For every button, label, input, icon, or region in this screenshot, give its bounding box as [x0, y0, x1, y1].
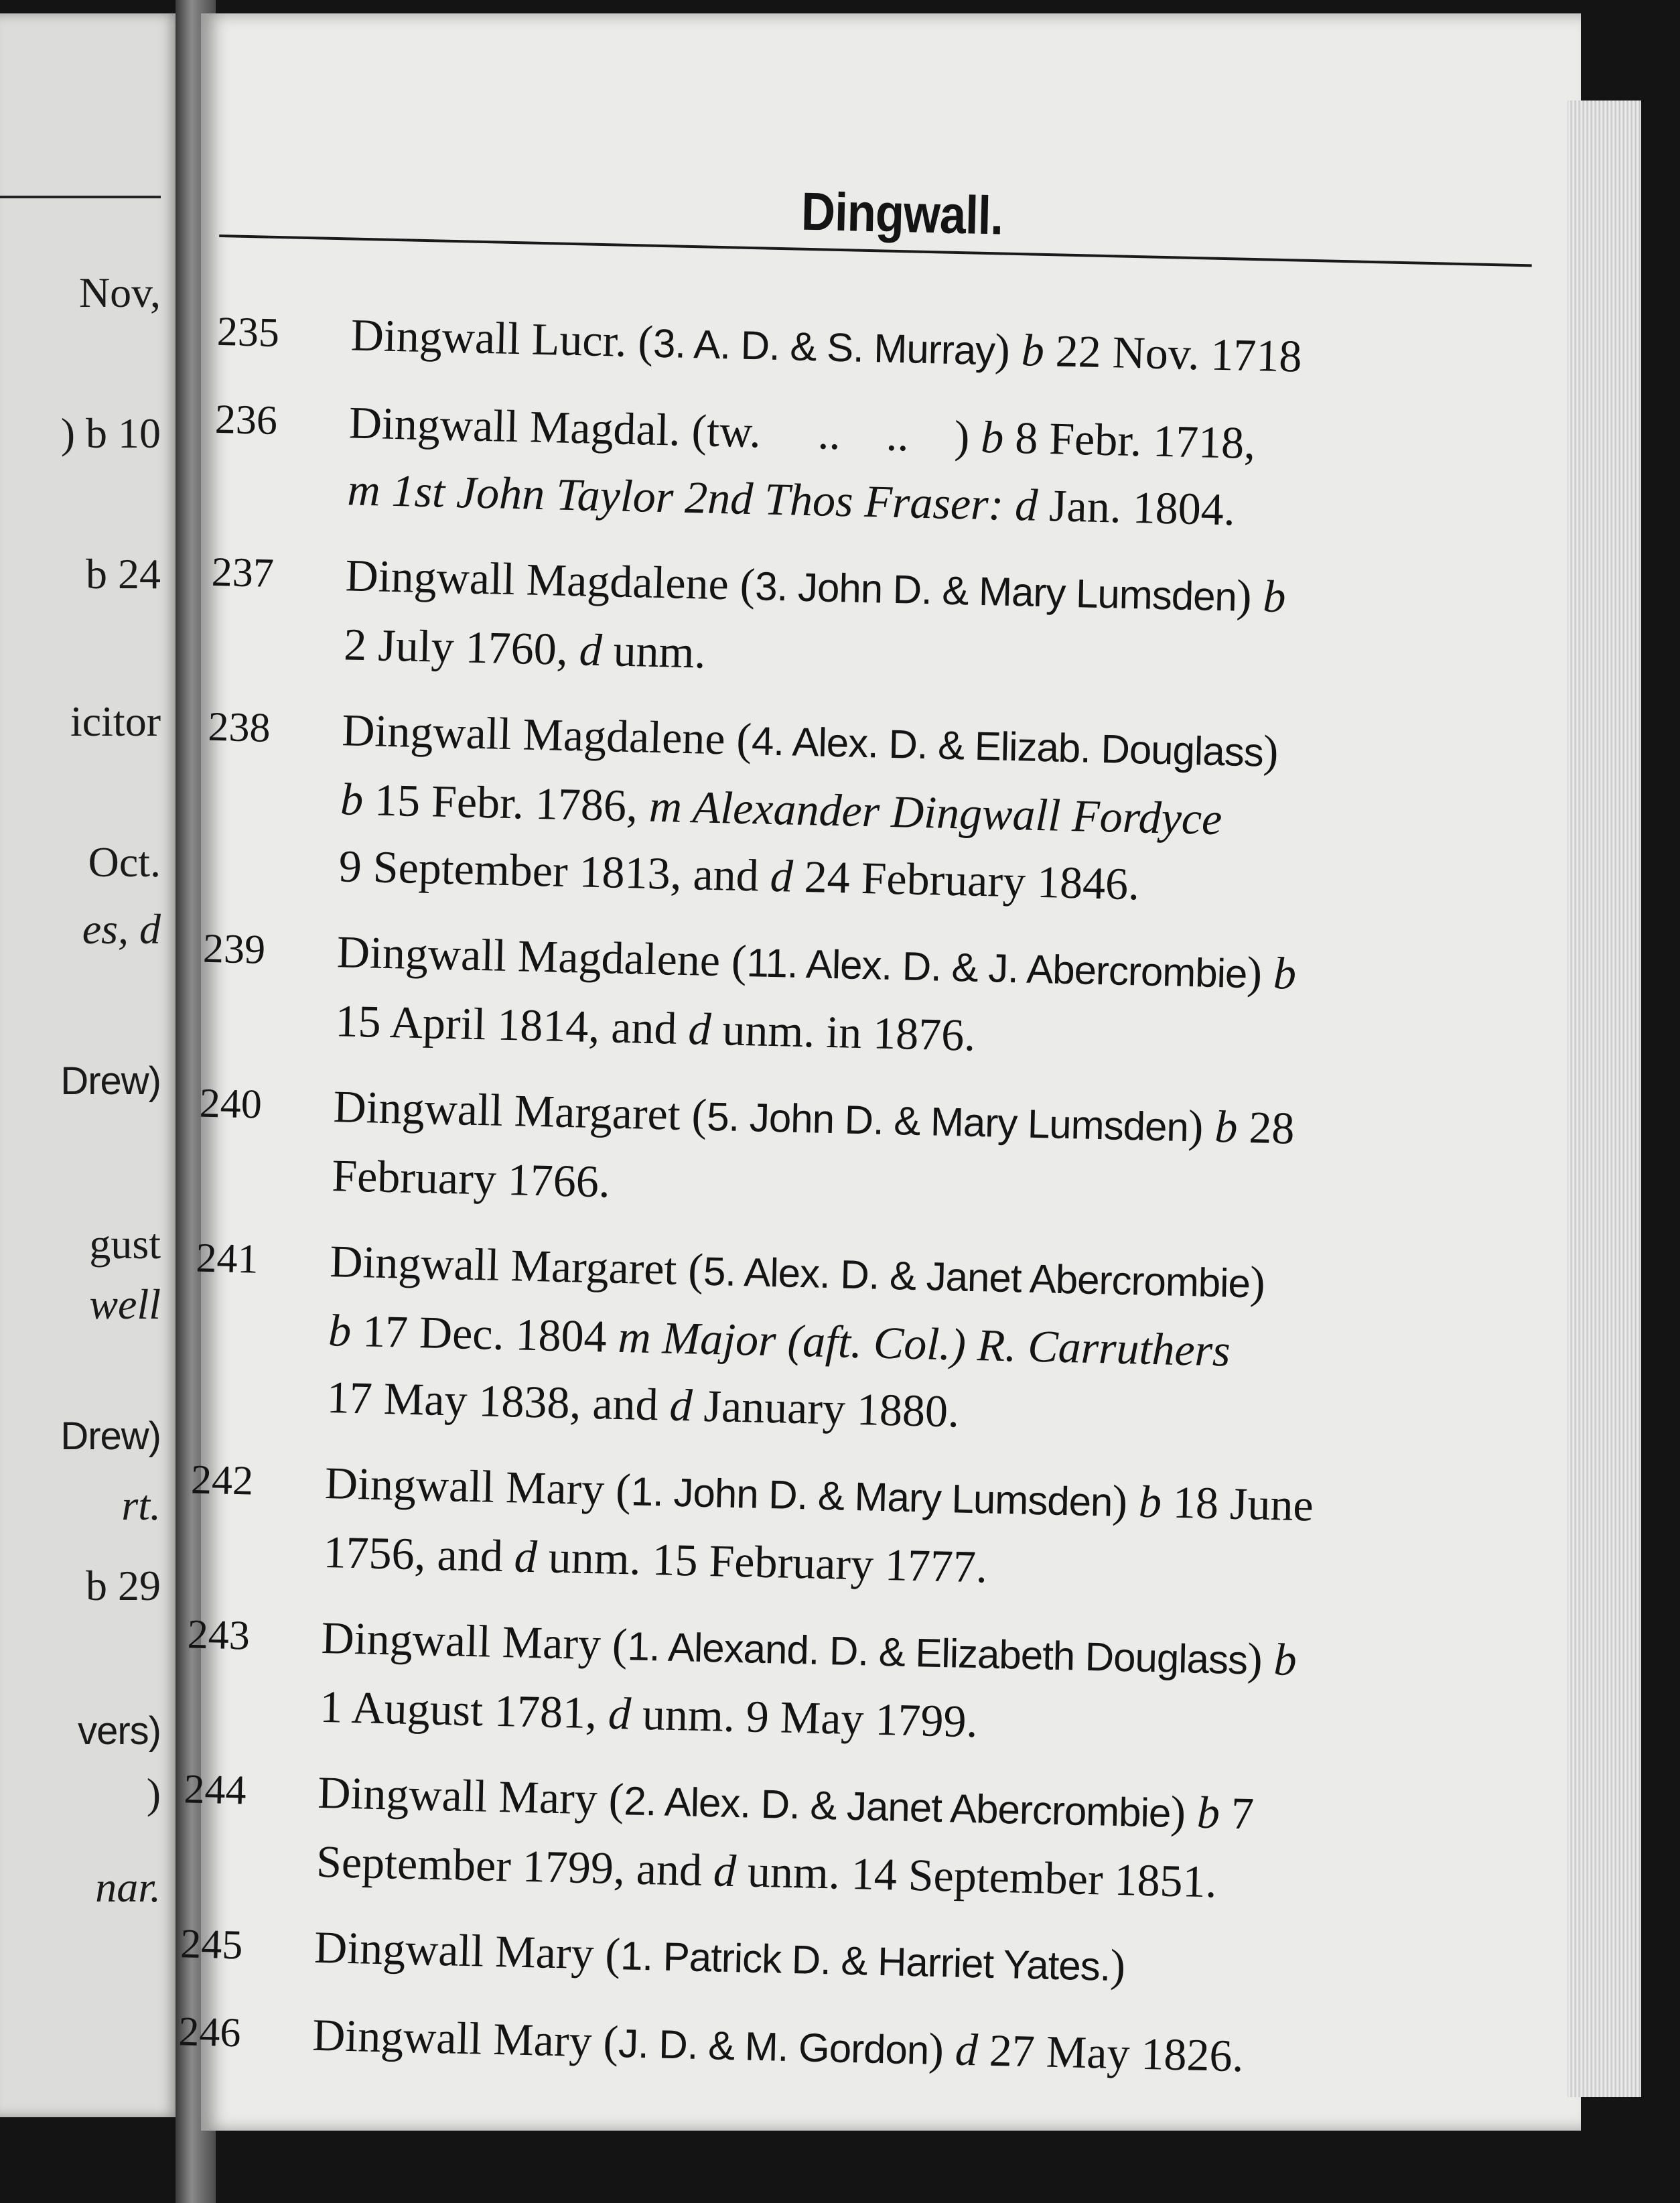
entry-text: Dingwall Magdalene (	[344, 549, 756, 610]
entry-text: )	[1170, 1786, 1198, 1838]
entry-text: )	[1247, 1633, 1275, 1685]
parentage-text: 5. John D. & Mary Lumsden	[706, 1093, 1189, 1150]
parentage-text: J. D. & M. Gordon	[618, 2021, 929, 2073]
entry-text: Dingwall Margaret (	[332, 1081, 708, 1140]
entry-text: unm. 14 September 1851.	[736, 1845, 1218, 1908]
left-page-fragment: icitor	[70, 697, 161, 745]
entry-text: 27 May 1826.	[977, 2024, 1245, 2082]
entry-text: February 1766.	[331, 1150, 611, 1207]
left-page-rule	[0, 196, 161, 198]
italic-text: b	[1273, 1633, 1298, 1685]
entry-number: 243	[187, 1611, 251, 1659]
entry-number: 246	[178, 2009, 242, 2056]
entry-text: 15 April 1814, and	[334, 995, 689, 1055]
parentage-text: 11. Alex. D. & J. Abercrombie	[746, 940, 1248, 997]
left-page-fragment: Oct.	[88, 838, 161, 886]
entry-text: 8 Febr. 1718,	[1003, 411, 1257, 469]
parentage-text: 4. Alex. D. & Elizab. Douglass	[751, 718, 1264, 775]
entry-text: Dingwall Mary (	[320, 1611, 628, 1670]
register-entry	[178, 1998, 1492, 2096]
register-entry	[201, 915, 1517, 1081]
entry-text: January 1880.	[691, 1380, 960, 1437]
parentage-text: 5. Alex. D. & Janet Abercrombie	[703, 1248, 1251, 1307]
italic-text: m Alexander Dingwall Fordyce	[648, 780, 1223, 845]
entry-number: 236	[214, 396, 278, 444]
entry-number: 240	[199, 1080, 263, 1128]
italic-text: d	[669, 1379, 693, 1431]
italic-text: m Major (aft. Col.) R. Carruthers	[617, 1311, 1231, 1376]
entry-text: 28	[1237, 1101, 1296, 1154]
entry-text: )	[1111, 1475, 1139, 1527]
entry-number: 241	[195, 1235, 259, 1282]
entry-number: 237	[211, 549, 275, 596]
left-page-fragment: vers)	[78, 1709, 161, 1753]
entry-text: Dingwall Magdalene (	[341, 704, 753, 765]
entry-text: Dingwall Mary (	[324, 1457, 632, 1516]
left-page-fragment: b 29	[86, 1562, 161, 1609]
register-entry	[182, 1755, 1497, 1921]
entry-number: 239	[202, 925, 266, 973]
parentage-text: 3. A. D. & S. Murray	[652, 320, 995, 374]
register-entry	[209, 539, 1525, 704]
italic-text: b	[1020, 324, 1045, 376]
left-facing-page	[0, 13, 181, 2117]
italic-text: d	[608, 1687, 632, 1739]
register-entry	[197, 1070, 1513, 1236]
left-page-fragment: gust	[89, 1220, 161, 1268]
entry-text: Dingwall Mary (	[317, 1766, 625, 1825]
entry-text: September 1799, and	[316, 1835, 714, 1896]
entry-text: Dingwall Mary (	[311, 2009, 620, 2068]
entry-text: 17 Dec. 1804	[350, 1305, 619, 1362]
italic-text: d	[687, 1003, 712, 1055]
entry-text: Dingwall Mary (	[313, 1921, 622, 1980]
italic-text: d	[769, 850, 794, 902]
parentage-text: 1. John D. & Mary Lumsden	[630, 1469, 1113, 1525]
entry-number: 244	[183, 1766, 247, 1814]
italic-text: d	[513, 1530, 538, 1583]
entry-text: 22 Nov. 1718	[1043, 324, 1303, 382]
entry-text: 18 June	[1161, 1476, 1314, 1531]
italic-text: b	[1273, 947, 1297, 999]
left-page-fragment: Drew)	[60, 1414, 161, 1458]
entry-number: 245	[180, 1921, 244, 1968]
entry-text: )	[1187, 1100, 1216, 1152]
italic-text: b	[1138, 1475, 1162, 1528]
parentage-text: 2. Alex. D. & Janet Abercrombie	[623, 1778, 1172, 1836]
parentage-text: 3. John D. & Mary Lumsden	[754, 563, 1237, 620]
entry-text: 15 Febr. 1786,	[362, 774, 650, 831]
entry-text: 2 July 1760,	[343, 618, 580, 675]
entry-text: 17 May 1838, and	[326, 1372, 671, 1430]
register-entry	[213, 386, 1529, 549]
entry-text: 24 February 1846.	[792, 850, 1140, 910]
entry-text: 9 September 1813, and	[338, 840, 771, 901]
italic-text: b	[1196, 1786, 1220, 1839]
entry-text: unm. 15 February 1777.	[536, 1531, 988, 1593]
entry-text: unm. in 1876.	[710, 1003, 977, 1061]
entry-text: Dingwall Magdal. (tw. .. .. )	[348, 397, 982, 462]
entry-text: unm.	[601, 624, 707, 678]
italic-text: b	[980, 411, 1005, 463]
italic-text: d	[713, 1845, 737, 1897]
left-page-fragment: well	[89, 1280, 161, 1328]
entry-number: 238	[207, 704, 271, 751]
entry-text: unm. 9 May 1799.	[630, 1688, 979, 1747]
left-page-fragment: es, d	[82, 905, 161, 953]
italic-text: b	[328, 1305, 352, 1356]
entry-text: )	[928, 2023, 956, 2075]
italic-text: b	[1214, 1101, 1239, 1152]
italic-text: b	[1262, 570, 1287, 622]
entry-line	[313, 1914, 1494, 2009]
entry-text: 1 August 1781,	[319, 1680, 609, 1739]
entry-text: )	[1236, 570, 1264, 622]
left-page-fragment: nar.	[95, 1863, 161, 1911]
left-page-fragment: rt.	[121, 1481, 161, 1529]
entry-line	[311, 2001, 1492, 2097]
entry-text: Dingwall Magdalene (	[336, 926, 748, 987]
italic-text: d	[955, 2023, 979, 2076]
register-entry	[189, 1447, 1504, 1612]
left-page-fragment: b 24	[86, 550, 161, 598]
italic-text: m 1st John Taylor 2nd Thos Fraser: d	[346, 464, 1039, 531]
page-edges	[1567, 101, 1641, 2097]
entry-number: 242	[190, 1457, 254, 1504]
left-page-fragment: )	[146, 1770, 161, 1817]
italic-text: b	[340, 773, 364, 825]
entry-text: Dingwall Lucr. (	[350, 309, 654, 367]
entry-text: 7	[1219, 1787, 1255, 1839]
entry-text: )	[1246, 947, 1274, 998]
entry-list	[178, 298, 1531, 2116]
parentage-text: 1. Patrick D. & Harriet Yates.	[620, 1933, 1111, 1989]
register-entry	[185, 1601, 1500, 1766]
entry-text: )	[1262, 725, 1279, 777]
page-title: Dingwall.	[800, 181, 1004, 246]
parentage-text: 1. Alexand. D. & Elizabeth Douglass	[626, 1623, 1248, 1683]
entry-text: Dingwall Margaret (	[329, 1236, 704, 1295]
left-page-fragment: Drew)	[60, 1059, 161, 1103]
left-page-fragment: ) b 10	[60, 409, 161, 457]
register-entry	[192, 1225, 1509, 1457]
entry-text: )	[994, 324, 1022, 376]
italic-text: d	[578, 624, 603, 676]
entry-number: 235	[216, 308, 280, 356]
entry-text: )	[1249, 1256, 1266, 1308]
register-entry	[204, 693, 1521, 926]
entry-text: Jan. 1804.	[1037, 479, 1236, 535]
left-page-fragment: Nov,	[78, 269, 161, 316]
entry-text: )	[1109, 1939, 1126, 1991]
register-entry	[180, 1910, 1494, 2009]
entry-text: 1756, and	[322, 1526, 515, 1582]
